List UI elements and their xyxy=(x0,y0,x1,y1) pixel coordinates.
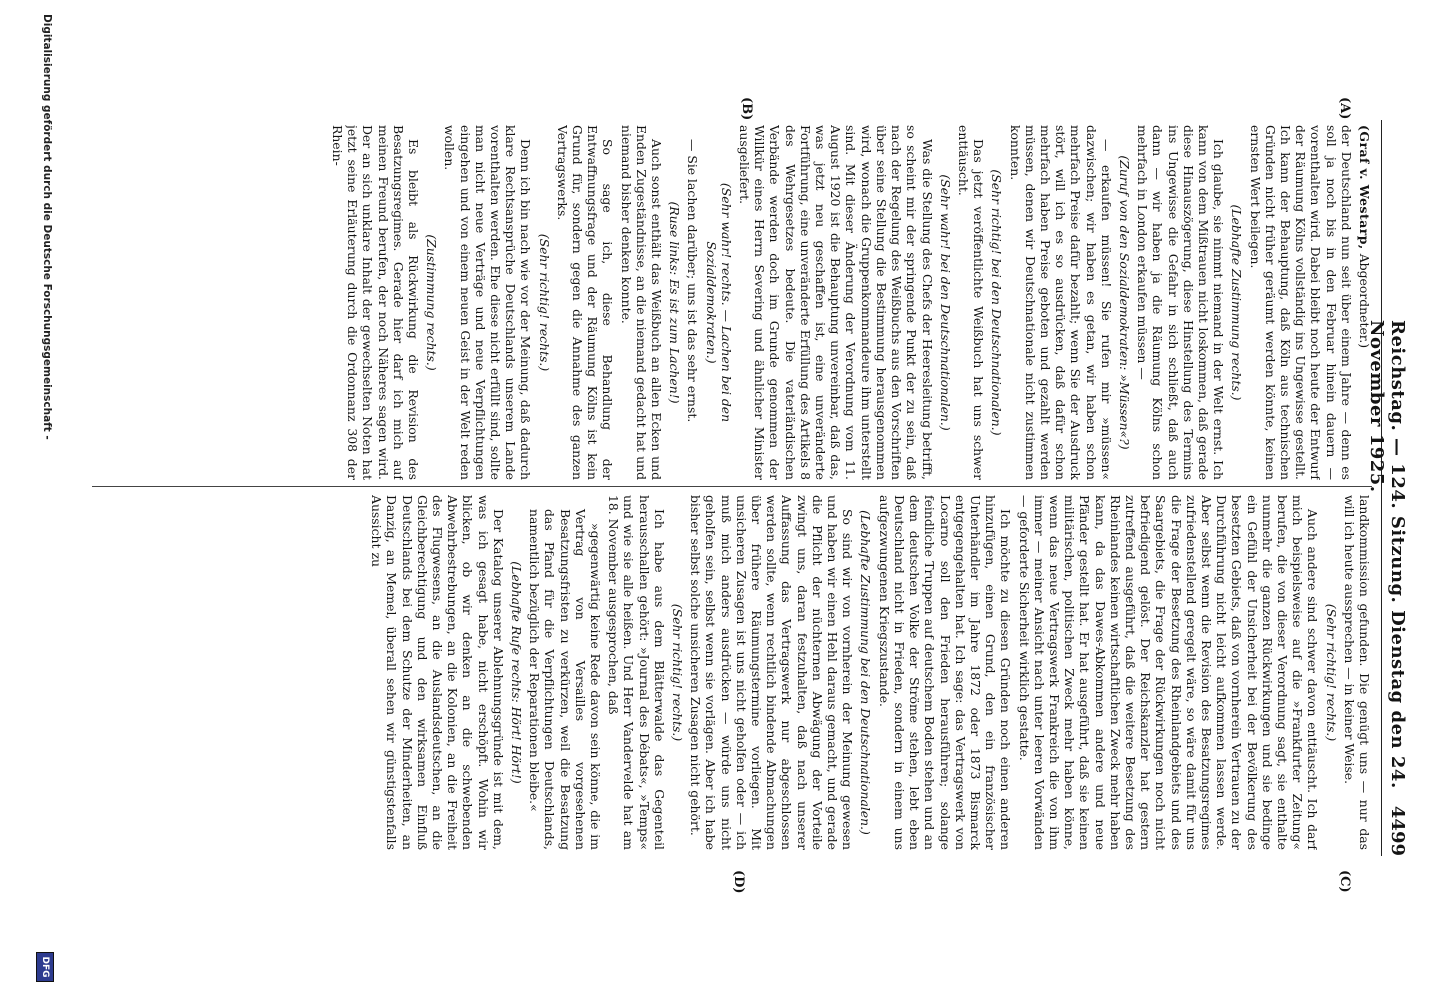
column-divider xyxy=(92,486,1372,487)
credit-text: Digitalisierung gefördert durch die Deutsche Forschungsgemeinschaft - xyxy=(41,14,53,440)
paragraph: Was die Stellung des Chefs der Heeresleitung betrifft, so scheint mir der springende Punkt der zu sein, daß nach der Regelung des Weißbuchs aus den Vorschriften über seine Stellung die Bestimmung herausgenommen wird, wonach die Gruppenkommandeure ihm unterstellt sind. Mit dieser Änderung der Verordnung vom 11. August 1920 ist die Behauptung unvereinbar, daß das, was jetzt neu geschaffen ist, eine unveränderte Fortführung, eine unveränderte Erfüllung des Artikels 8 des Wehrgesetzes bedeute. Die vaterländischen Verbände werden doch im Grunde genommen der Willkür eines Herrn Severing und ähnlicher Minister ausgeliefert. xyxy=(737,125,935,480)
margin-marker-c: (C) xyxy=(1337,870,1352,893)
speaker-line xyxy=(1357,125,1372,480)
interjection: (Sehr wahr! rechts. — Lachen bei den Sozialdemokraten.) xyxy=(703,182,734,423)
dfg-logo: DFG xyxy=(36,952,54,982)
page-header xyxy=(1366,120,1410,856)
interjection: (Sehr richtig! rechts.) xyxy=(1323,603,1339,742)
paragraph: landkommission gefunden. Die genügt uns — nur das will ich heute aussprechen — in keiner Weise. xyxy=(1341,495,1372,850)
paragraph: Denn ich bin nach wie vor der Meinung, daß dadurch klare Rechtsansprüche Deutschlands unserem Lande vorenthalten werden. Ehe diese nicht erfüllt sind, sollte man nicht neue Verträge und neue Verpflichtungen eingehen und von einem neuen Geist in der Welt reden wollen. xyxy=(442,125,534,480)
paragraph: So sind wir von vornherein der Meinung gewesen und haben wir einen Hehl daraus gemacht, und gerade die Pflicht der nüchternen Abwägung der Vorteile zwingt uns, daran festzuhalten, daß nach unserer Auffassung das Vertragswerk nur abgeschlossen werden sollte, wenn rechtlich bindende Abmachungen über frühere Räumungstermine vorliegen. Mit unsicheren Zusagen ist uns nicht geholfen oder — ich muß mich anders ausdrücken — würde uns nicht geholfen sein, selbst wenn sie vorlägen. Aber ich habe bisher selbst solche unsicheren Zusagen nicht gehört. xyxy=(688,495,856,850)
interjection: (Ruse links: Es ist zum Lachen!) xyxy=(667,201,683,404)
interjection: (Lebhafte Zustimmung bei den Deutschnationalen.) xyxy=(858,510,874,835)
interjection: (Zuruf von den Sozialdemokraten: »Müssen«?) xyxy=(1116,155,1132,450)
left-column xyxy=(92,125,1372,480)
paragraph: Auch sonst enthält das Weißbuch an allen Ecken und Enden Zugeständnisse, an die niemand gedacht hat und niemand bisher denken konnte. xyxy=(618,125,665,480)
speaker-name: (Graf v. Westarp, xyxy=(1357,125,1372,250)
paragraph: Es bleibt als Rückwirkung die Revision des Besatzungsregimes. Gerade hier darf ich mich auf meinen Freund berufen, der noch Näheres sagen wird. Der an sich unklare Inhalt der gewechselten Noten hat jetzt seine Erläuterung durch die Ordonnanz 308 der Rhein- xyxy=(330,125,422,480)
interjection: (Sehr wahr! bei den Deutschnationalen.) xyxy=(937,174,953,431)
paragraph: der Deutschland nun seit über einem Jahre — denn es soll ja noch bis in den Februar hinein dauern — vorenthalten wird. Dabei bleibt noch heute der Entwurf der Räumung Kölns vollständig ins Ungewisse gestellt. Ich kann der Behauptung, daß Köln aus technischen Gründen nicht früher geräumt werden könnte, keinen ernsten Wert beilegen. xyxy=(1247,125,1354,480)
paragraph: Ich möchte zu diesen Gründen noch einen anderen hinzufügen, einen Grund, den ein französischer Unterhändler im Jahre 1872 oder 1873 Bismarck entgegengehalten hat. Ich sage: das Vertragswerk von Locarno soll den Frieden herausführen; solange feindliche Truppen auf deutschem Boden stehen und an dem deutschen Volke der Ströme stehen, lebt eben Deutschland nicht in Frieden, sondern in einem uns aufgezwungenen Kriegszustande. xyxy=(876,495,1014,850)
paragraph: — Sie lachen darüber; uns ist das sehr ernst. xyxy=(685,139,701,423)
quotation: »gegenwärtig keine Rede davon sein könne, die im Vertrag von Versailles vorgesehenen Besatzungsfristen zu verkürzen, weil die Besatzung das Pfand für die Verpflichtungen Deutschlands, namentlich bezüglich der Reparationen bleibe.« xyxy=(527,509,604,850)
interjection: (Sehr richtig! rechts.) xyxy=(536,233,552,372)
paragraph: Das jetzt veröffentlichte Weißbuch hat uns schwer enttäuscht. xyxy=(955,125,987,480)
paragraph: Auch andere sind schwer davon enttäuscht. Ich darf mich beispielsweise auf die »Frankfurter Zeitung« berufen, die von dieser Verordnung sagt, sie enthalte nunmehr die ganzen Rückwirkungen und sie bedinge ein Gefühl der Unsicherheit bei der Bevölkerung des besetzten Gebiets, daß von vornherein Vertrauen zu der Durchführung nicht leicht aufkommen lassen werde. Aber selbst wenn die Revision des Besatzungsregimes zufriedenstellend geregelt wäre, so wäre damit für uns die Frage der Besetzung des Rheinlandgebiets und des Saargebiets, die Frage der Rückwirkungen noch nicht befriedigend gelöst. Der Reichskanzler hat gestern zutreffend ausgeführt, daß die weitere Besetzung des Rheinlandes keinen wirtschaftlichen Zweck mehr haben kann, da das Dawes-Abkommen andere und neue Pfänder gestellt hat. Er hat ausgeführt, daß sie keinen militärischen, politischen Zweck mehr haben könne, wenn das neue Vertragswerk Frankreich die von ihm immer — meiner Ansicht nach unter leeren Vorwänden — geforderte Sicherheit wirklich gestatte. xyxy=(1016,495,1321,850)
paragraph: Ich glaube, sie nimmt niemand in der Welt ernst. Ich kann von dem Mißtrauen nicht loskommen, daß gerade diese Hinauszögerung, diese Hinstellung des Termins ins Ungewisse die Gefahr in sich schließt, daß auch dann — wir haben ja die Räumung Kölns schon mehrfach in London erkaufen müssen — xyxy=(1135,125,1227,480)
margin-marker-d: (D) xyxy=(731,870,746,894)
interjection: (Lebhafte Rufe rechts: Hört! Hört!) xyxy=(509,561,525,784)
paragraph: Der Katalog unserer Ablehnungsgründe ist mit dem, was ich gesagt habe, nicht erschöpft. Wohin wir blicken, ob wir denken an die schwebenden Abwehrbestrebungen, an die Kolonien, an die Freiheit des Flugwesens, an die Auslandsdeutschen, an die Gleichberechtigung und den wirksamen Einfluß Deutschlands bei dem Schutze der Minderheiten, an Danzig, an Memel, überall sehen wir günstigstenfalls Aussicht zu xyxy=(369,495,506,850)
paragraph: Ich habe aus dem Blätterwalde das Gegenteil herausschallen gehört: »Journal des Débats«, »Temps« und wie sie alle heißen. Und Herr Vandervelde hat am 18. November ausgesprochen, daß xyxy=(606,495,667,850)
interjection: (Sehr richtig! bei den Deutschnationalen.) xyxy=(989,169,1005,436)
right-column xyxy=(92,495,1372,850)
speaker-role: Abgeordneter.) xyxy=(1357,253,1372,349)
paragraph: — erkaufen müssen! Sie rufen mir »müssen« dazwischen; wir haben es getan, wir haben schon mehrfach Preise dafür bezahlt; wenn Sie der Ausdruck stört, will ich es so ausdrücken, daß dafür schon mehrfach haben Preise geboten und gezahlt werden müssen, denen wir Deutschnationale nicht zustimmen konnten. xyxy=(1007,125,1114,480)
page-number: 4499 xyxy=(1387,805,1408,856)
margin-marker-b: (B) xyxy=(739,97,754,121)
interjection: (Sehr richtig! rechts.) xyxy=(670,603,686,742)
interjection: (Lebhafte Zustimmung rechts.) xyxy=(1229,204,1245,401)
header-title: Reichstag. — 124. Sitzung. Dienstag den 24. November 1925. xyxy=(1366,320,1408,789)
paragraph: So sage ich, diese Behandlung der Entwaffnungsfrage und der Räumung Kölns ist kein Grund für, sondern gegen die Annahme des ganzen Vertragswerks. xyxy=(554,125,616,480)
margin-marker-a: (A) xyxy=(1337,97,1352,120)
interjection: (Zustimmung rechts.) xyxy=(424,234,440,371)
digitization-credit xyxy=(34,0,56,1000)
